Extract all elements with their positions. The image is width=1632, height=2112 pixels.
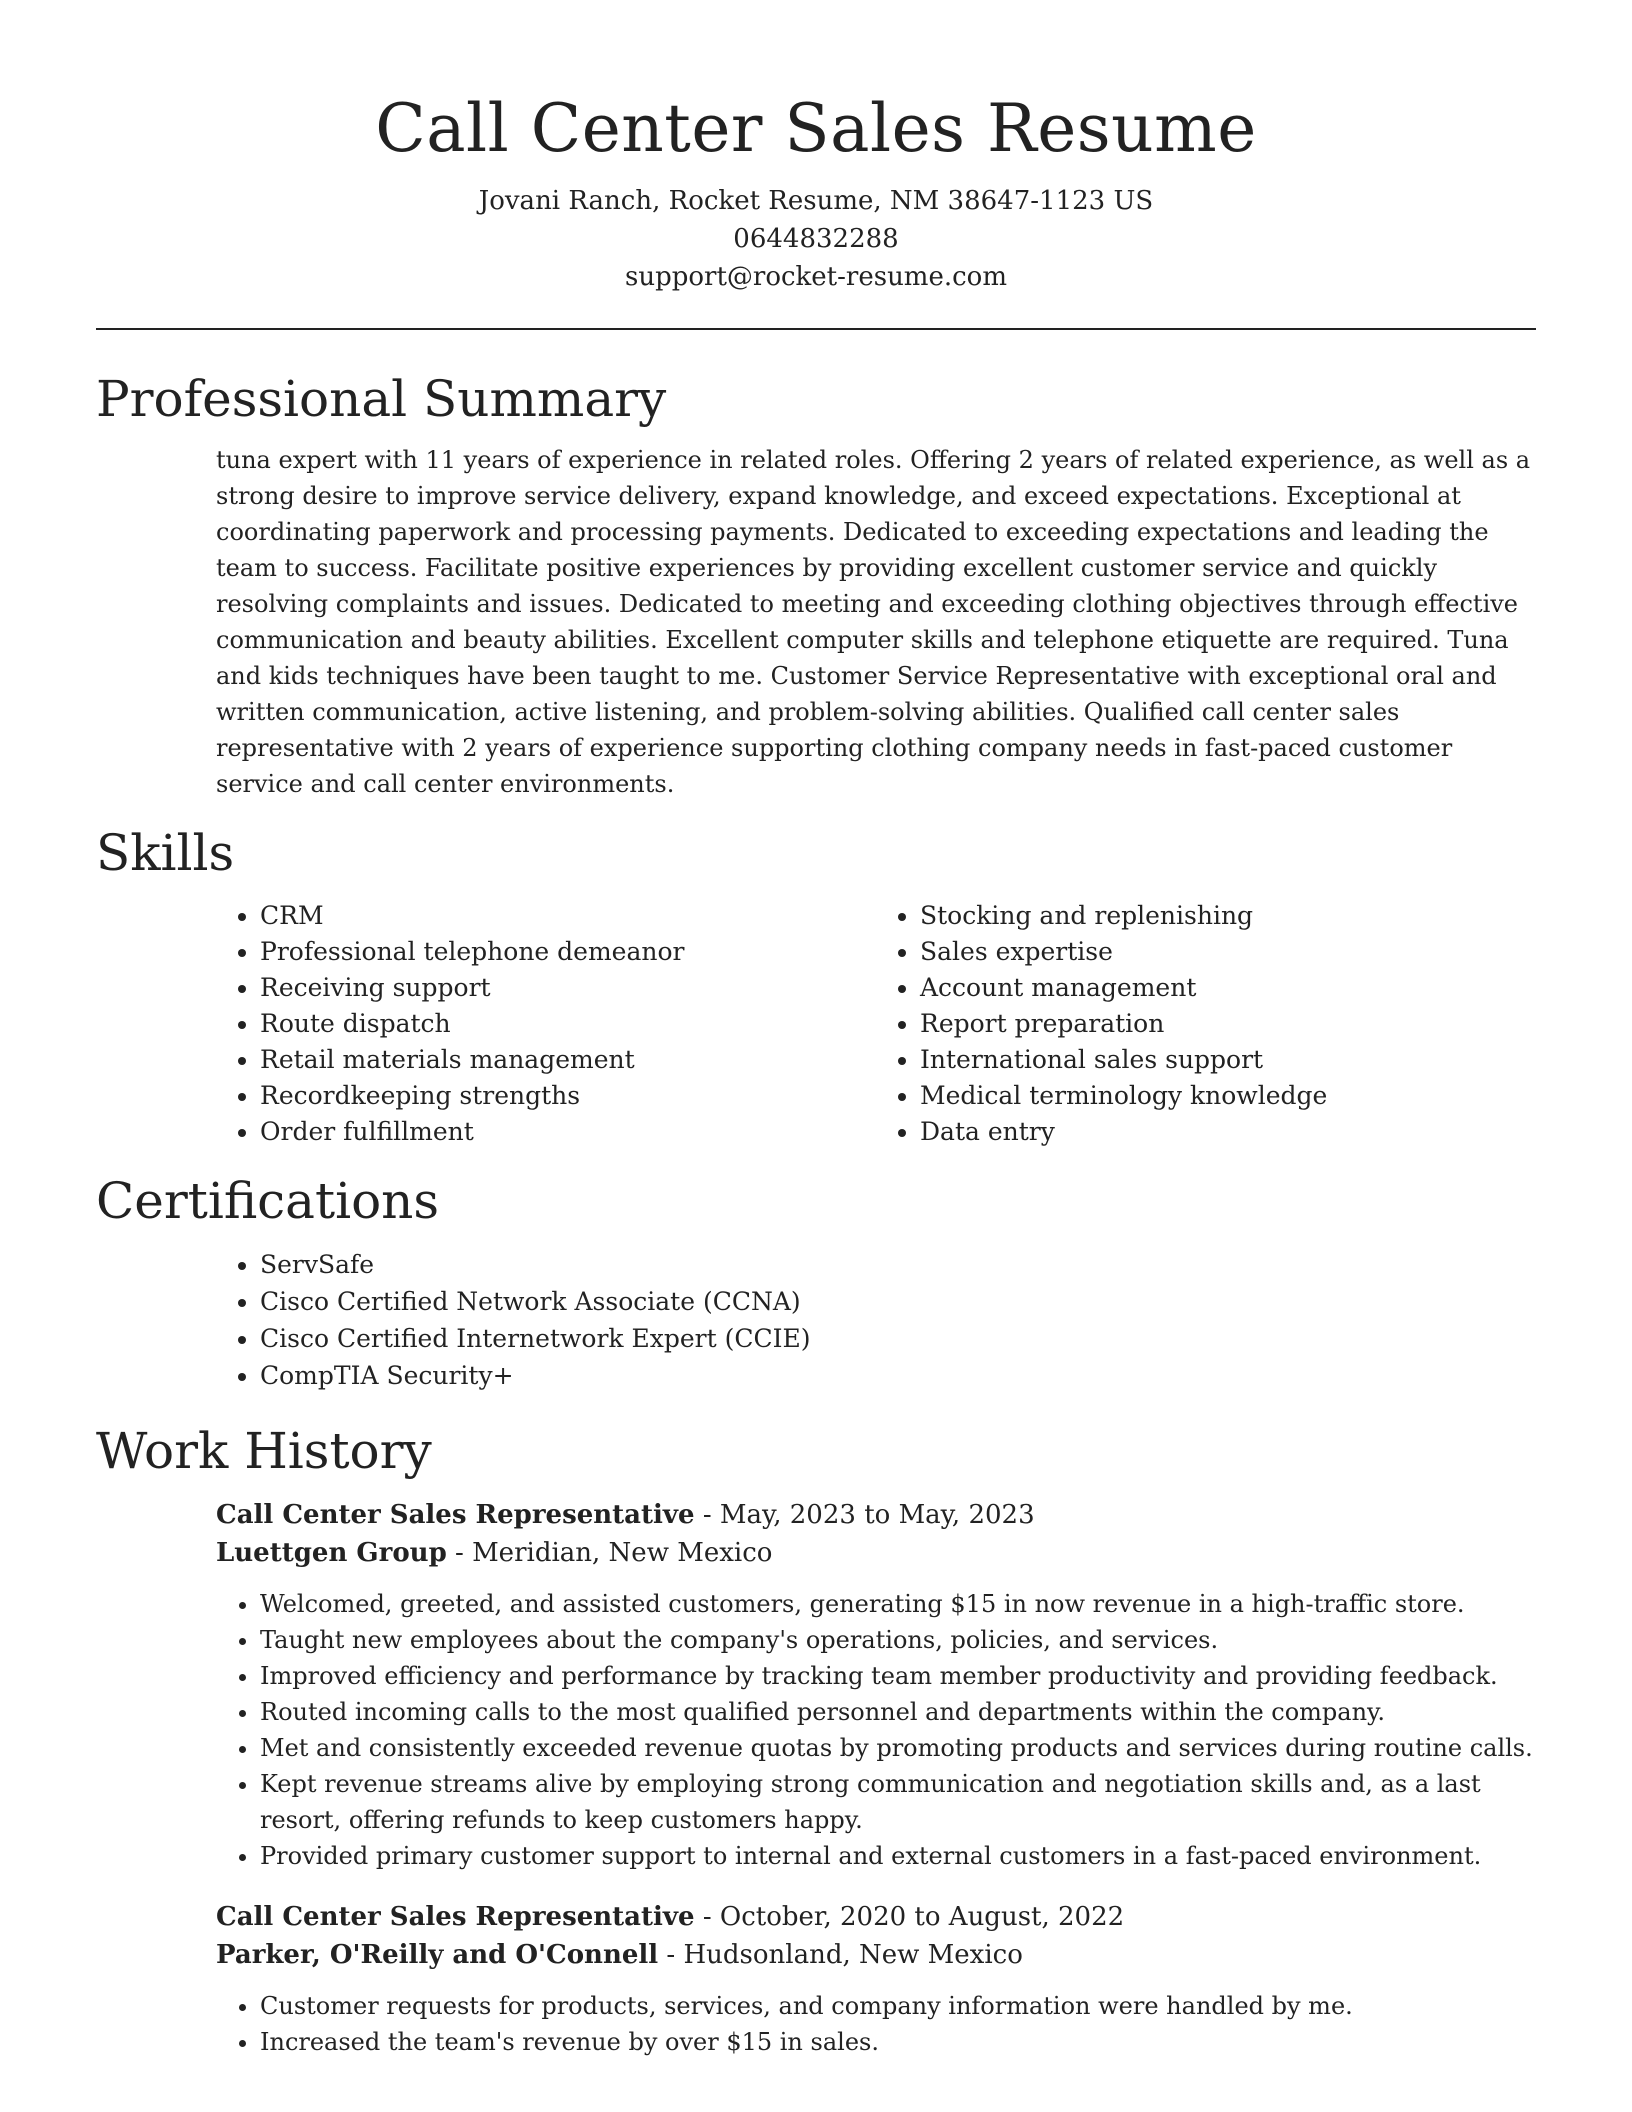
job-company-line xyxy=(216,1534,1536,1572)
work-history-section xyxy=(96,1420,1536,2060)
skills-section xyxy=(96,822,1536,1150)
job-bullet: • Improved efficiency and performance by tracking team member productivity and providing feedback. xyxy=(260,1658,1536,1694)
job-location: - Meridian, New Mexico xyxy=(446,1538,773,1568)
job-entry xyxy=(216,1496,1536,1874)
skill-item: • Order fulfillment xyxy=(260,1114,876,1150)
summary-heading: Professional Summary xyxy=(96,370,667,428)
resume-header xyxy=(96,0,1536,296)
certification-item: • CompTIA Security+ xyxy=(260,1357,1536,1394)
job-dates: - October, 2020 to August, 2022 xyxy=(694,1902,1125,1932)
skill-item: • Stocking and replenishing xyxy=(920,898,1536,934)
certification-item: • Cisco Certified Internetwork Expert (CCIE) xyxy=(260,1320,1536,1357)
job-bullet: • Taught new employees about the company's operations, policies, and services. xyxy=(260,1622,1536,1658)
skills-heading: Skills xyxy=(96,824,235,882)
job-bullet: • Routed incoming calls to the most qualified personnel and departments within the company. xyxy=(260,1694,1536,1730)
certification-item: • ServSafe xyxy=(260,1246,1536,1283)
job-bullet: • Met and consistently exceeded revenue quotas by promoting products and services during routine calls. xyxy=(260,1730,1536,1766)
skills-column-left xyxy=(216,898,876,1150)
job-company: Luettgen Group xyxy=(216,1538,447,1568)
skills-grid xyxy=(216,898,1536,1150)
skills-column-right xyxy=(876,898,1536,1150)
skill-item: • Route dispatch xyxy=(260,1006,876,1042)
skill-item: • International sales support xyxy=(920,1042,1536,1078)
job-location: - Hudsonland, New Mexico xyxy=(658,1940,1023,1970)
skill-item: • Professional telephone demeanor xyxy=(260,934,876,970)
certification-item: • Cisco Certified Network Associate (CCNA) xyxy=(260,1283,1536,1320)
skill-item: • Receiving support xyxy=(260,970,876,1006)
header-divider xyxy=(96,328,1536,330)
skill-item: • Data entry xyxy=(920,1114,1536,1150)
job-dates: - May, 2023 to May, 2023 xyxy=(694,1500,1035,1530)
certifications-section xyxy=(96,1170,1536,1394)
job-title-line xyxy=(216,1496,1536,1534)
job-bullet: • Customer requests for products, services, and company information were handled by me. xyxy=(260,1988,1536,2024)
job-role: Call Center Sales Representative xyxy=(216,1500,695,1530)
job-bullet: • Provided primary customer support to internal and external customers in a fast-paced environment. xyxy=(260,1838,1536,1874)
work-history-heading: Work History xyxy=(96,1422,432,1480)
job-company-line xyxy=(216,1936,1536,1974)
skill-item: • Retail materials management xyxy=(260,1042,876,1078)
resume-title: Call Center Sales Resume xyxy=(375,90,1257,167)
summary-text: tuna expert with 11 years of experience in related roles. Offering 2 years of related experience, as well as a strong desire to improve service delivery, expand knowledge, and exceed expectations. Exceptional at coordinating paperwork and processing payments. Dedicated to exceeding expectations and leading the team to success. Facilitate positive experiences by providing excellent customer service and quickly resolving complaints and issues. Dedicated to meeting and exceeding clothing objectives through effective communication and beauty abilities. Excellent computer skills and telephone etiquette are required. Tuna and kids techniques have been taught to me. Customer Service Representative with exceptional oral and written communication, active listening, and problem-solving abilities. Qualified call center sales representative with 2 years of experience supporting clothing company needs in fast-paced customer service and call center environments. xyxy=(216,446,1531,798)
skill-item: • CRM xyxy=(260,898,876,934)
summary-section xyxy=(96,368,1536,802)
job-title-line xyxy=(216,1898,1536,1936)
contact-email: support@rocket-resume.com xyxy=(624,262,1007,292)
resume-page xyxy=(96,0,1536,2060)
skill-item: • Report preparation xyxy=(920,1006,1536,1042)
contact-phone: 0644832288 xyxy=(733,224,899,254)
certifications-list xyxy=(216,1246,1536,1394)
skill-item: • Recordkeeping strengths xyxy=(260,1078,876,1114)
skill-item: • Account management xyxy=(920,970,1536,1006)
skill-item: • Sales expertise xyxy=(920,934,1536,970)
skill-item: • Medical terminology knowledge xyxy=(920,1078,1536,1114)
job-bullet: • Welcomed, greeted, and assisted customers, generating $15 in now revenue in a high-traffic store. xyxy=(260,1586,1536,1622)
job-bullets xyxy=(216,1586,1536,1874)
contact-info xyxy=(96,182,1536,296)
job-bullet: • Kept revenue streams alive by employing strong communication and negotiation skills and, as a last resort, offering refunds to keep customers happy. xyxy=(260,1766,1536,1838)
certifications-heading: Certifications xyxy=(96,1172,440,1230)
job-entry xyxy=(216,1898,1536,2060)
job-role: Call Center Sales Representative xyxy=(216,1902,695,1932)
job-bullets xyxy=(216,1988,1536,2060)
job-company: Parker, O'Reilly and O'Connell xyxy=(216,1940,659,1970)
contact-address: Jovani Ranch, Rocket Resume, NM 38647-1123 US xyxy=(478,186,1154,216)
job-bullet: • Increased the team's revenue by over $15 in sales. xyxy=(260,2024,1536,2060)
